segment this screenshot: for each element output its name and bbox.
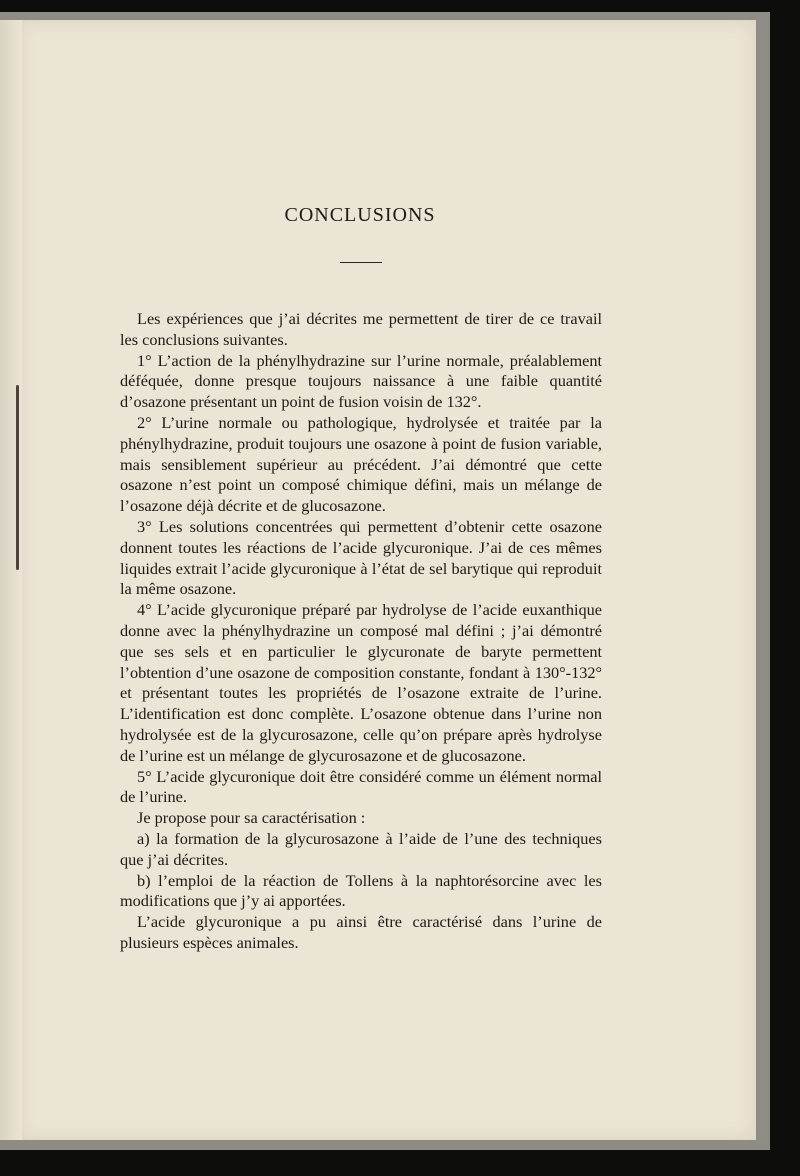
paragraph-final: L’acide glycuronique a pu ainsi être caractérisé dans l’urine de plusieurs espèces animales. [120, 912, 602, 952]
paragraph-conclusion-2: 2° L’urine normale ou pathologique, hydrolysée et traitée par la phénylhydrazine, produit toujours une osazone à point de fusion variable, mais sensiblement supérieur au précédent. J’ai démontré que cette osazone n’est point un composé chimique défini, mais un mélange de l’osazone déjà décrite et de glucosazone. [120, 412, 602, 516]
paragraph-proposal-a: a) la formation de la glycurosazone à l’aide de l’une des techniques que j’ai décrites. [120, 828, 602, 869]
paragraph-proposal: Je propose pour sa caractérisation : [137, 808, 366, 828]
body-text [120, 309, 602, 954]
paragraph-proposal-b: b) l’emploi de la réaction de Tollens à la naphtorésorcine avec les modifications que j’y ai apportées. [120, 870, 602, 911]
paragraph-conclusion-4: 4° L’acide glycuronique préparé par hydrolyse de l’acide euxanthique donne avec la phénylhydrazine un composé mal défini ; j’ai démontré que ses sels et en particulier le glycuronate de baryte permettent l’obtention d’une osazone de composition constante, fondant à 130°-132° et présentant toutes les propriétés de l’osazone extraite de l’urine. L’identification est donc complète. L’osazone obtenue dans l’urine non hydrolysée est de la glycurosazone, celle qu’on prépare après hydrolyse de l’urine est un mélange de glycurosazone et de glucosazone. [120, 600, 602, 765]
paragraph-conclusion-3: 3° Les solutions concentrées qui permettent d’obtenir cette osazone donnent toutes les réactions de l’acide glycuronique. J’ai de ces mêmes liquides extrait l’acide glycuronique à l’état de sel barytique qui reproduit la même osazone. [120, 516, 602, 599]
paragraph-intro: Les expériences que j’ai décrites me permettent de tirer de ce travail les conclusions suivantes. [120, 309, 602, 349]
title-rule [340, 262, 382, 263]
paragraph-conclusion-5: 5° L’acide glycuronique doit être considéré comme un élément normal de l’urine. [120, 766, 602, 807]
page-title: CONCLUSIONS [284, 204, 436, 226]
page-binding [0, 20, 22, 1140]
paragraph-conclusion-1: 1° L’action de la phénylhydrazine sur l’urine normale, préalablement déféquée, donne presque toujours naissance à une faible quantité d’osazone présentant un point de fusion voisin de 132°. [120, 350, 602, 412]
binding-thread [16, 385, 19, 570]
